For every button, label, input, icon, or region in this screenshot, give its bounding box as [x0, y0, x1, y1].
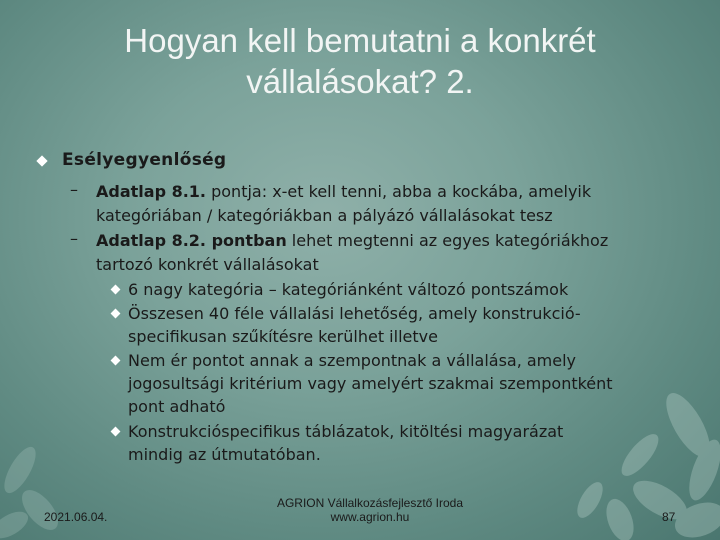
footer-organization — [240, 496, 500, 524]
sub-item-1-line-2: kategóriában / kategóriákban a pályázó vállalásokat tesz — [96, 206, 553, 225]
footer-page-number: 87 — [662, 510, 676, 524]
sub-item-1-bold: Adatlap 8.1. — [96, 182, 207, 201]
diamond-bullet-icon — [36, 155, 47, 166]
sub-item-2-line-1 — [96, 229, 608, 253]
detail-item-4-line-2: mindig az útmutatóban. — [128, 445, 321, 464]
dash-bullet: – — [70, 180, 78, 199]
detail-item-4-line-1: Konstrukcióspecifikus táblázatok, kitöltési magyarázat — [128, 422, 564, 441]
diamond-bullet-icon — [111, 285, 121, 295]
main-bullet-text: Esélyegyenlőség — [62, 150, 227, 170]
detail-item-1-line-1: 6 nagy kategória – kategóriánként változó pontszámok — [128, 280, 569, 299]
sub-item-2-line-2: tartozó konkrét vállalásokat — [96, 255, 319, 274]
detail-item-2-line-2: specifikusan szűkítésre kerülhet illetve — [128, 327, 438, 346]
diamond-bullet-icon — [111, 427, 121, 437]
sub-item-1-line-1 — [96, 180, 591, 204]
detail-item-3-line-3: pont adható — [128, 397, 226, 416]
footer-date: 2021.06.04. — [44, 510, 108, 524]
footer-org-url: www.agrion.hu — [330, 510, 410, 524]
detail-item-3-line-2: jogosultsági kritérium vagy amelyért szakmai szempontként — [128, 374, 613, 393]
sub-item-1-rest: pontja: x-et kell tenni, abba a kockába, amelyik — [206, 182, 592, 201]
sub-item-2-bold: Adatlap 8.2. pontban — [96, 231, 287, 250]
detail-item-3-line-1: Nem ér pontot annak a szempontnak a vállalása, amely — [128, 351, 577, 370]
diamond-bullet-icon — [111, 309, 121, 319]
dash-bullet: – — [70, 229, 78, 248]
diamond-bullet-icon — [111, 356, 121, 366]
title-line-2: vállalásokat? 2. — [246, 63, 474, 100]
sub-item-2-rest: lehet megtenni az egyes kategóriákhoz — [286, 231, 609, 250]
detail-item-2-line-1: Összesen 40 féle vállalási lehetőség, amely konstrukció- — [128, 304, 581, 323]
footer-org-name: AGRION Vállalkozásfejlesztő Iroda — [276, 496, 464, 510]
title-line-1: Hogyan kell bemutatni a konkrét — [124, 22, 596, 59]
